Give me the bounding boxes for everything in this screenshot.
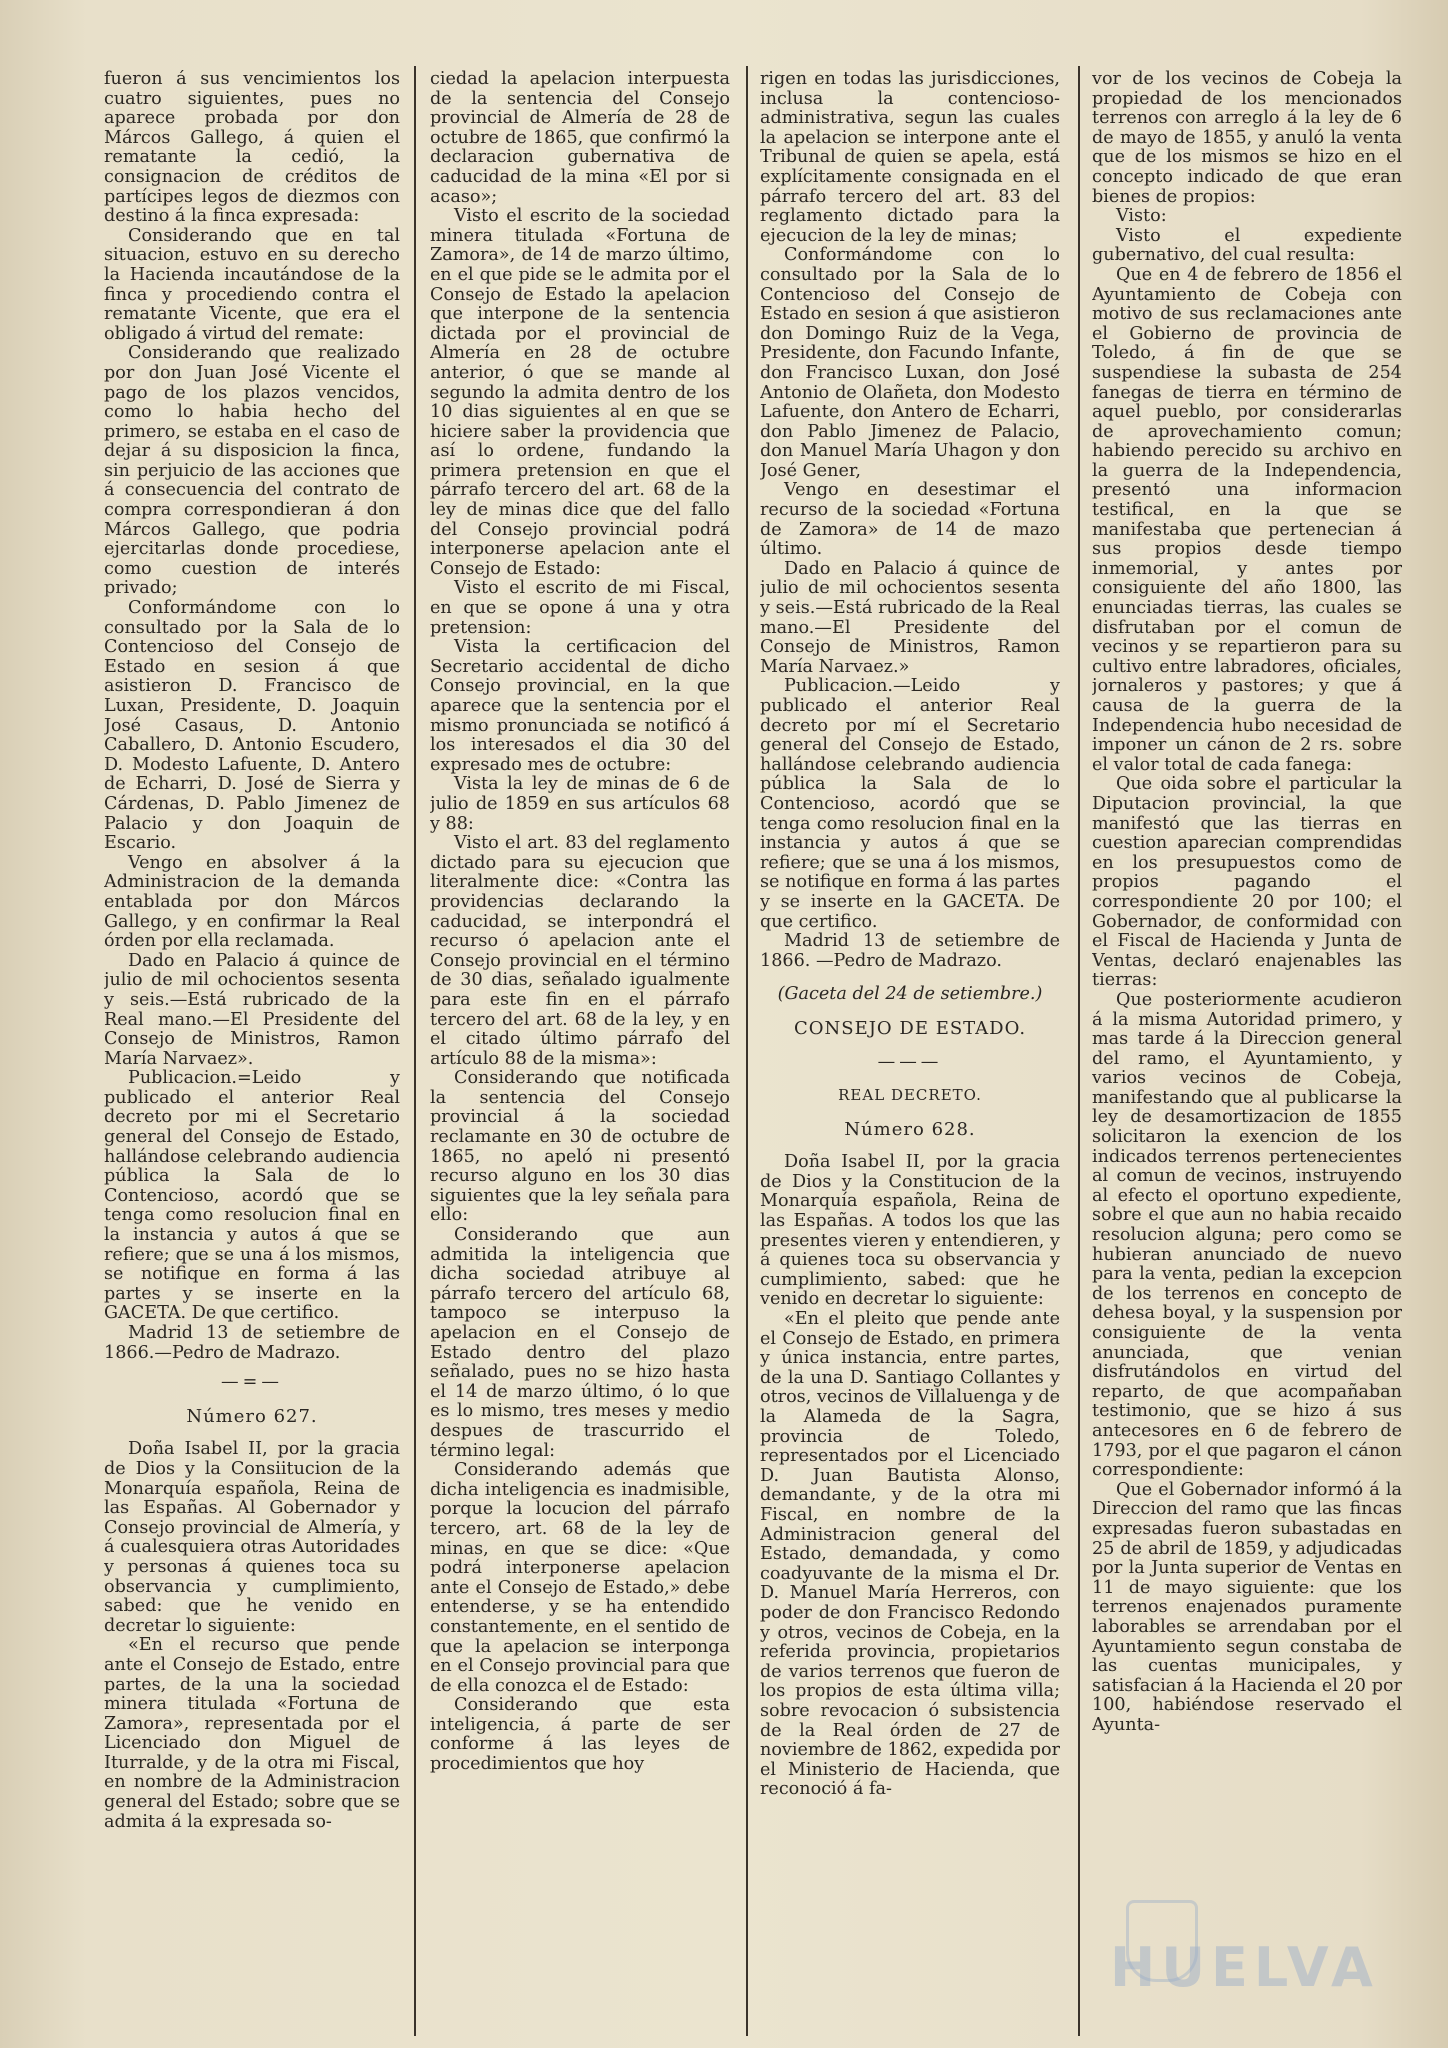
paragraph: Que el Gobernador informó á la Direccion del ramo que las fincas expresadas fueron subastadas en 25 de abril de 1859, y adjudicadas por la Junta superior de Ventas en 11 de mayo siguiente: que los terrenos enajenados puramente laborables se arrendaban por el Ayuntamiento segun constaba de las cuentas municipales, y satisfacian á la Hacienda el 20 por 100, habiéndose reservado el Ayunta- [1092,1479,1402,1735]
paragraph: «En el pleito que pende ante el Consejo de Estado, en primera y única instancia, entre partes, de la una D. Santiago Collantes y otros, vecinos de Villaluenga y de la Alameda de la Sagra, provincia de Toledo, representados por el Licenciado D. Juan Bautista Alonso, demandante, y de la otra mi Fiscal, en nombre de la Administracion general del Estado, demandada, y como coadyuvante de la misma el Dr. D. Manuel María Herreros, con poder de don Francisco Redondo y otros, vecinos de Cobeja, en la referida provincia, propietarios de varios terrenos que fueron de los propios de esta última villa; sobre revocacion ó subsistencia de la Real órden de 27 de noviembre de 1862, expedida por el Ministerio de Hacienda, que reconoció á fa- [760,1309,1060,1800]
text-column-1 [104,70,400,2028]
paragraph: ciedad la apelacion interpuesta de la sentencia del Consejo provincial de Almería de 28 de octubre de 1865, que confirmó la declaracion gubernativa de caducidad de la mina «El por si acaso»; [430,70,730,207]
paragraph: Visto el art. 83 del reglamento dictado para su ejecucion que literalmente dice: «Contra las providencias declarando la caducidad, se interpondrá el recurso ó apelacion ante el Consejo provincial en el término de 30 dias, señalado igualmente para este fin en el párrafo tercero del art. 68 de la ley, y en el citado último párrafo del artículo 88 de la misma»: [430,833,730,1069]
paragraph: «En el recurso que pende ante el Consejo de Estado, entre partes, de la una la sociedad minera titulada «Fortuna de Zamora», representada por el Licenciado don Miguel de Iturralde, y de la otra mi Fiscal, en nombre de la Administracion general del Estado; sobre que se admita á la expresada so- [104,1635,400,1832]
text-column-2 [430,70,730,2028]
section-separator: ——— [877,1051,943,1072]
paragraph: Madrid 13 de setiembre de 1866. —Pedro de Madrazo. [760,931,1060,971]
gazette-date: (Gaceta del 24 de setiembre.) [777,984,1043,1005]
paragraph: Vengo en absolver á la Administracion de la demanda entablada por don Márcos Gallego, y en confirmar la Real órden por ella reclamada. [104,852,400,952]
text-column-4 [1092,70,1402,2028]
paragraph: Que en 4 de febrero de 1856 el Ayuntamiento de Cobeja con motivo de sus reclamaciones ante el Gobierno de provincia de Toledo, á fin de que se suspendiese la subasta de 254 fanegas de tierra en término de aquel pueblo, por considerarlas de aprovechamiento comun; habiendo perecido su archivo en la guerra de la Independencia, presentó una informacion testifical, en la que se manifestaba que pertenecian á sus propios desde tiempo inmemorial, y antes por consiguiente del año 1800, las enunciadas tierras, las cuales se disfrutaban por el comun de vecinos y se repartieron para su cultivo entre labradores, oficiales, jornaleros y pastores; y que á causa de la guerra de la Independencia hubo necesidad de imponer un cánon de 2 rs. sobre el valor total de cada fanega: [1092,264,1402,775]
paragraph: Considerando además que dicha inteligencia es inadmisible, porque la locucion del párrafo tercero, art. 68 de la ley de minas, en que se dice: «Que podrá interponerse apelacion ante el Consejo de Estado,» debe entenderse, y se ha entendido constantemente, en el sentido de que la apelacion se interponga en el Consejo provincial para que de ella conozca el de Estado: [430,1460,730,1696]
paragraph: Dado en Palacio á quince de julio de mil ochocientos sesenta y seis.—Está rubricado de la Real mano.—El Presidente del Consejo de Ministros, Ramon María Narvaez». [104,950,400,1069]
paragraph: Considerando que en tal situacion, estuvo en su derecho la Hacienda incautándose de la finca y procediendo contra el rematante Vicente, que era el obligado á virtud del remate: [104,225,400,344]
paragraph: Visto el expediente gubernativo, del cual resulta: [1092,225,1402,266]
paragraph: Publicacion.—Leido y publicado el anterior Real decreto por mí el Secretario general del Consejo de Estado, hallándose celebrando audiencia pública la Sala de lo Contencioso, acordó que se tenga como resolucion final en la instancia y autos á que se refiere; que se una á los mismos, se notifique en forma á las partes y se inserte en la GACETA. De que certifico. [760,676,1060,932]
paragraph: rigen en todas las jurisdicciones, inclusa la contencioso-administrativa, segun las cuales la apelacion se interpone ante el Tribunal de quien se apela, está explícitamente consignada en el párrafo tercero del art. 83 del reglamento dictado para la ejecucion de la ley de minas; [760,70,1060,246]
decree-number: Número 628. [844,1118,976,1140]
column-rule [746,66,748,2036]
section-heading: CONSEJO DE ESTADO. [793,1017,1027,1039]
paragraph: Visto el escrito de la sociedad minera titulada «Fortuna de Zamora», de 14 de marzo último, en el que pide se le admita por el Consejo de Estado la apelacion que interpone de la sentencia dictada por el provincial de Almería en 28 de octubre anterior, ó que se mande al segundo la admita dentro de los 10 dias siguientes al en que se hiciere saber la providencia que así lo ordene, fundando la primera pretension en que el párrafo tercero del art. 68 de la ley de minas dice que del fallo del Consejo provincial podrá interponerse apelacion ante el Consejo de Estado: [430,206,730,579]
paragraph: Considerando que aun admitida la inteligencia que dicha sociedad atribuye al párrafo tercero del artículo 68, tampoco se interpuso la apelacion en el Consejo de Estado dentro del plazo señalado, pues no se hizo hasta el 14 de marzo último, ó lo que es lo mismo, tres meses y medio despues de trascurrido el término legal: [430,1225,730,1461]
paragraph: Doña Isabel II, por la gracia de Dios y la Consiitucion de la Monarquía española, Reina de las Españas. Al Gobernador y Consejo provincial de Almería, y á cualesquiera otras Autoridades y personas á quienes toca su observancia y cumplimiento, sabed: que he venido en decretar lo siguiente: [104,1439,400,1636]
section-separator: —=— [221,1372,283,1393]
paragraph: fueron á sus vencimientos los cuatro siguientes, pues no aparece probada por don Márcos Gallego, á quien el rematante la cedió, la consignacion de créditos de partícipes legos de diezmos con destino á la finca expresada: [104,70,400,227]
paragraph: Vista la ley de minas de 6 de julio de 1859 en sus artículos 68 y 88: [430,774,730,834]
paragraph: Vista la certificacion del Secretario accidental de dicho Consejo provincial, en la que aparece que la sentencia por el mismo pronunciada se notificó á los interesados el dia 30 del expresado mes de octubre: [430,637,730,775]
decree-heading: REAL DECRETO. [838,1086,982,1105]
paragraph: Dado en Palacio á quince de julio de mil ochocientos sesenta y seis.—Está rubricado de la Real mano.—El Presidente del Consejo de Ministros, Ramon María Narvaez.» [760,558,1060,677]
column-rule [414,66,416,2036]
paragraph: Considerando que esta inteligencia, á parte de ser conforme á las leyes de procedimientos que hoy [430,1695,730,1775]
decree-number: Número 627. [186,1405,318,1427]
paragraph: Vengo en desestimar el recurso de la sociedad «Fortuna de Zamora» de 14 de mazo último. [760,480,1060,560]
paragraph: Visto: [1116,206,1167,227]
text-column-3 [760,70,1060,2028]
paragraph: Que posteriormente acudieron á la misma Autoridad primero, y mas tarde á la Direccion general del ramo, el Ayuntamiento, y varios vecinos de Cobeja, manifestando que al publicarse la ley de desamortizacion de 1855 solicitaron la exencion de los indicados terrenos pertenecientes al comun de vecinos, instruyendo al efecto el oportuno expediente, sobre el que aun no habia recaido resolucion alguna; pero como se hubieran anunciado de nuevo para la venta, pedian la excepcion de los terrenos en concepto de dehesa boyal, y la suspension por consiguiente de la venta anunciada, que venian disfrutándolos en virtud del reparto, de que acompañaban testimonio, que se hizo á sus antecesores en 6 de febrero de 1793, por el que pagaron el cánon correspondiente: [1092,989,1402,1481]
archive-watermark: HUELVA [1110,1936,1379,1999]
paragraph: vor de los vecinos de Cobeja la propiedad de los mencionados terrenos con arreglo á la ley de 6 de mayo de 1855, y anuló la venta que de los mismos se hizo en el concepto indicado de que eran bienes de propios: [1092,70,1402,207]
paragraph: Conformándome con lo consultado por la Sala de lo Contencioso del Consejo de Estado en sesion á que asistieron don Domingo Ruiz de la Vega, Presidente, don Facundo Infante, don Francisco Luxan, don José Antonio de Olañeta, don Modesto Lafuente, don Antero de Echarri, don Pablo Jimenez de Palacio, don Manuel María Uhagon y don José Gener, [760,245,1060,481]
paragraph: Considerando que notificada la sentencia del Consejo provincial á la sociedad reclamante en 30 de octubre de 1865, no apeló ni presentó recurso alguno en los 30 dias siguientes que la ley señala para ello: [430,1068,730,1226]
paragraph: Considerando que realizado por don Juan José Vicente el pago de los plazos vencidos, como lo habia hecho del primero, se estaba en el caso de dejar á su disposicion la finca, sin perjuicio de las acciones que á consecuencia del contrato de compra correspondieran á don Márcos Gallego, que podria ejercitarlas donde procediese, como cuestion de interés privado; [104,343,400,599]
column-rule [1078,66,1080,2036]
paragraph: Conformándome con lo consultado por la Sala de lo Contencioso del Consejo de Estado en sesion á que asistieron D. Francisco de Luxan, Presidente, D. Joaquin José Casaus, D. Antonio Caballero, D. Antonio Escudero, D. Modesto Lafuente, D. Antero de Echarri, D. José de Sierra y Cárdenas, D. Pablo Jimenez de Palacio y don Joaquin de Escario. [104,598,400,854]
paragraph: Que oida sobre el particular la Diputacion provincial, la que manifestó que las tierras en cuestion aparecian comprendidas en los presupuestos como de propios pagando el correspondiente 20 por 100; el Gobernador, de conformidad con el Fiscal de Hacienda y Junta de Ventas, declaró enajenables las tierras: [1092,774,1402,991]
paragraph: Publicacion.=Leido y publicado el anterior Real decreto por mi el Secretario general del Consejo de Estado, hallándose celebrando audiencia pública la Sala de lo Contencioso, acordó que se tenga como resolucion final en la instancia y autos á que se refiere; que se una á los mismos, se notifique en forma á las partes y se inserte en la GACETA. De que certifico. [104,1068,400,1324]
paragraph: Doña Isabel II, por la gracia de Dios y la Constitucion de la Monarquía española, Reina de las Españas. A todos los que las presentes vieren y entendieren, y á quienes toca su observancia y cumplimiento, sabed: que he venido en decretar lo siguiente: [760,1152,1060,1310]
paragraph: Visto el escrito de mi Fiscal, en que se opone á una y otra pretension: [430,578,730,638]
paragraph: Madrid 13 de setiembre de 1866.—Pedro de Madrazo. [104,1323,400,1363]
